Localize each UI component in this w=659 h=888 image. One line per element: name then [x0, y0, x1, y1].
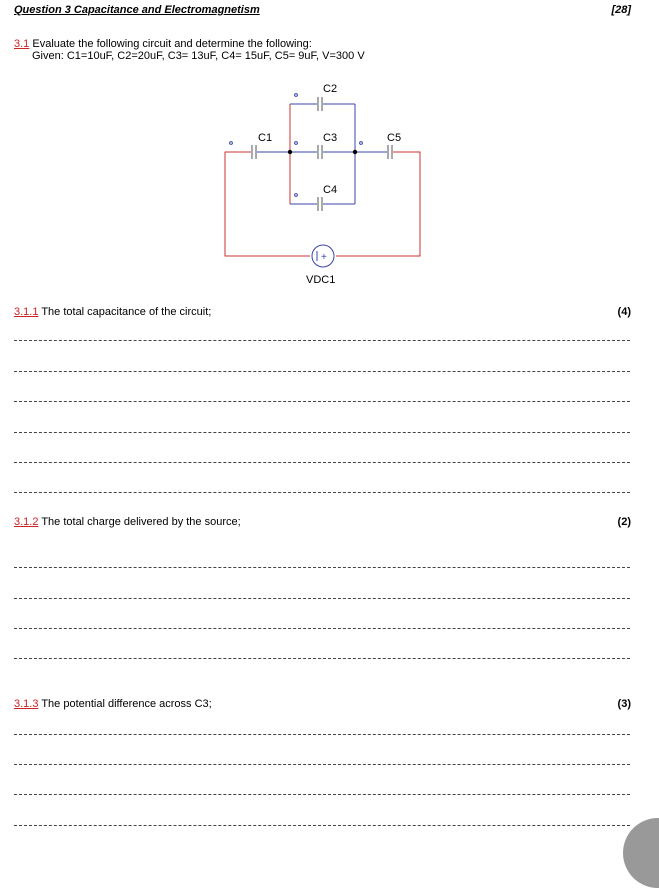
question-3-1-2 — [14, 516, 241, 528]
label-c3: C3 — [323, 132, 338, 144]
question-total-marks: [28] — [611, 4, 631, 16]
junction-node-right — [353, 150, 357, 154]
answer-line[interactable] — [14, 658, 630, 659]
question-3-1-number: 3.1 — [14, 38, 30, 50]
answer-line[interactable] — [14, 401, 630, 402]
label-c2: C2 — [323, 83, 338, 95]
question-3-1-3 — [14, 698, 212, 710]
capacitor-c2 — [318, 97, 322, 111]
question-3-1-2-marks: (2) — [617, 516, 631, 528]
question-3-1-2-text: The total charge delivered by the source; — [38, 516, 241, 528]
junction-node-left — [288, 150, 292, 154]
circuit-diagram — [0, 0, 659, 300]
label-vdc1: VDC1 — [306, 274, 336, 286]
terminal-markers — [230, 94, 363, 197]
question-3-1-3-marks: (3) — [617, 698, 631, 710]
question-3-1-text: Evaluate the following circuit and determine the following: — [32, 38, 312, 50]
question-heading: Question 3 Capacitance and Electromagnetism — [14, 4, 260, 16]
capacitor-c3 — [318, 145, 322, 159]
answer-line[interactable] — [14, 825, 630, 826]
capacitor-c1 — [252, 145, 256, 159]
capacitor-c4 — [318, 197, 322, 211]
question-3-1-given: Given: C1=10uF, C2=20uF, C3= 13uF, C4= 15uF, C5= 9uF, V=300 V — [32, 50, 365, 62]
answer-line[interactable] — [14, 340, 630, 341]
answer-line[interactable] — [14, 794, 630, 795]
answer-line[interactable] — [14, 432, 630, 433]
capacitor-c5 — [388, 145, 392, 159]
label-c4: C4 — [323, 184, 338, 196]
answer-line[interactable] — [14, 734, 630, 735]
label-c1: C1 — [258, 132, 273, 144]
question-3-1-2-number: 3.1.2 — [14, 516, 39, 528]
answer-line[interactable] — [14, 371, 630, 372]
question-3-1-3-text: The potential difference across C3; — [38, 698, 212, 710]
outer-wires — [225, 104, 420, 256]
answer-line[interactable] — [14, 492, 630, 493]
question-3-1-1 — [14, 306, 211, 318]
question-3-1-3-number: 3.1.3 — [14, 698, 39, 710]
question-3-1-1-number: 3.1.1 — [14, 306, 39, 318]
answer-line[interactable] — [14, 462, 630, 463]
source-plus-icon: + — [321, 252, 327, 263]
answer-line[interactable] — [14, 598, 630, 599]
answer-line[interactable] — [14, 567, 630, 568]
answer-line[interactable] — [14, 764, 630, 765]
question-3-1-1-marks: (4) — [617, 306, 631, 318]
label-c5: C5 — [387, 132, 402, 144]
question-3-1-1-text: The total capacitance of the circuit; — [38, 306, 212, 318]
answer-line[interactable] — [14, 628, 630, 629]
page-corner-button[interactable] — [623, 818, 659, 888]
